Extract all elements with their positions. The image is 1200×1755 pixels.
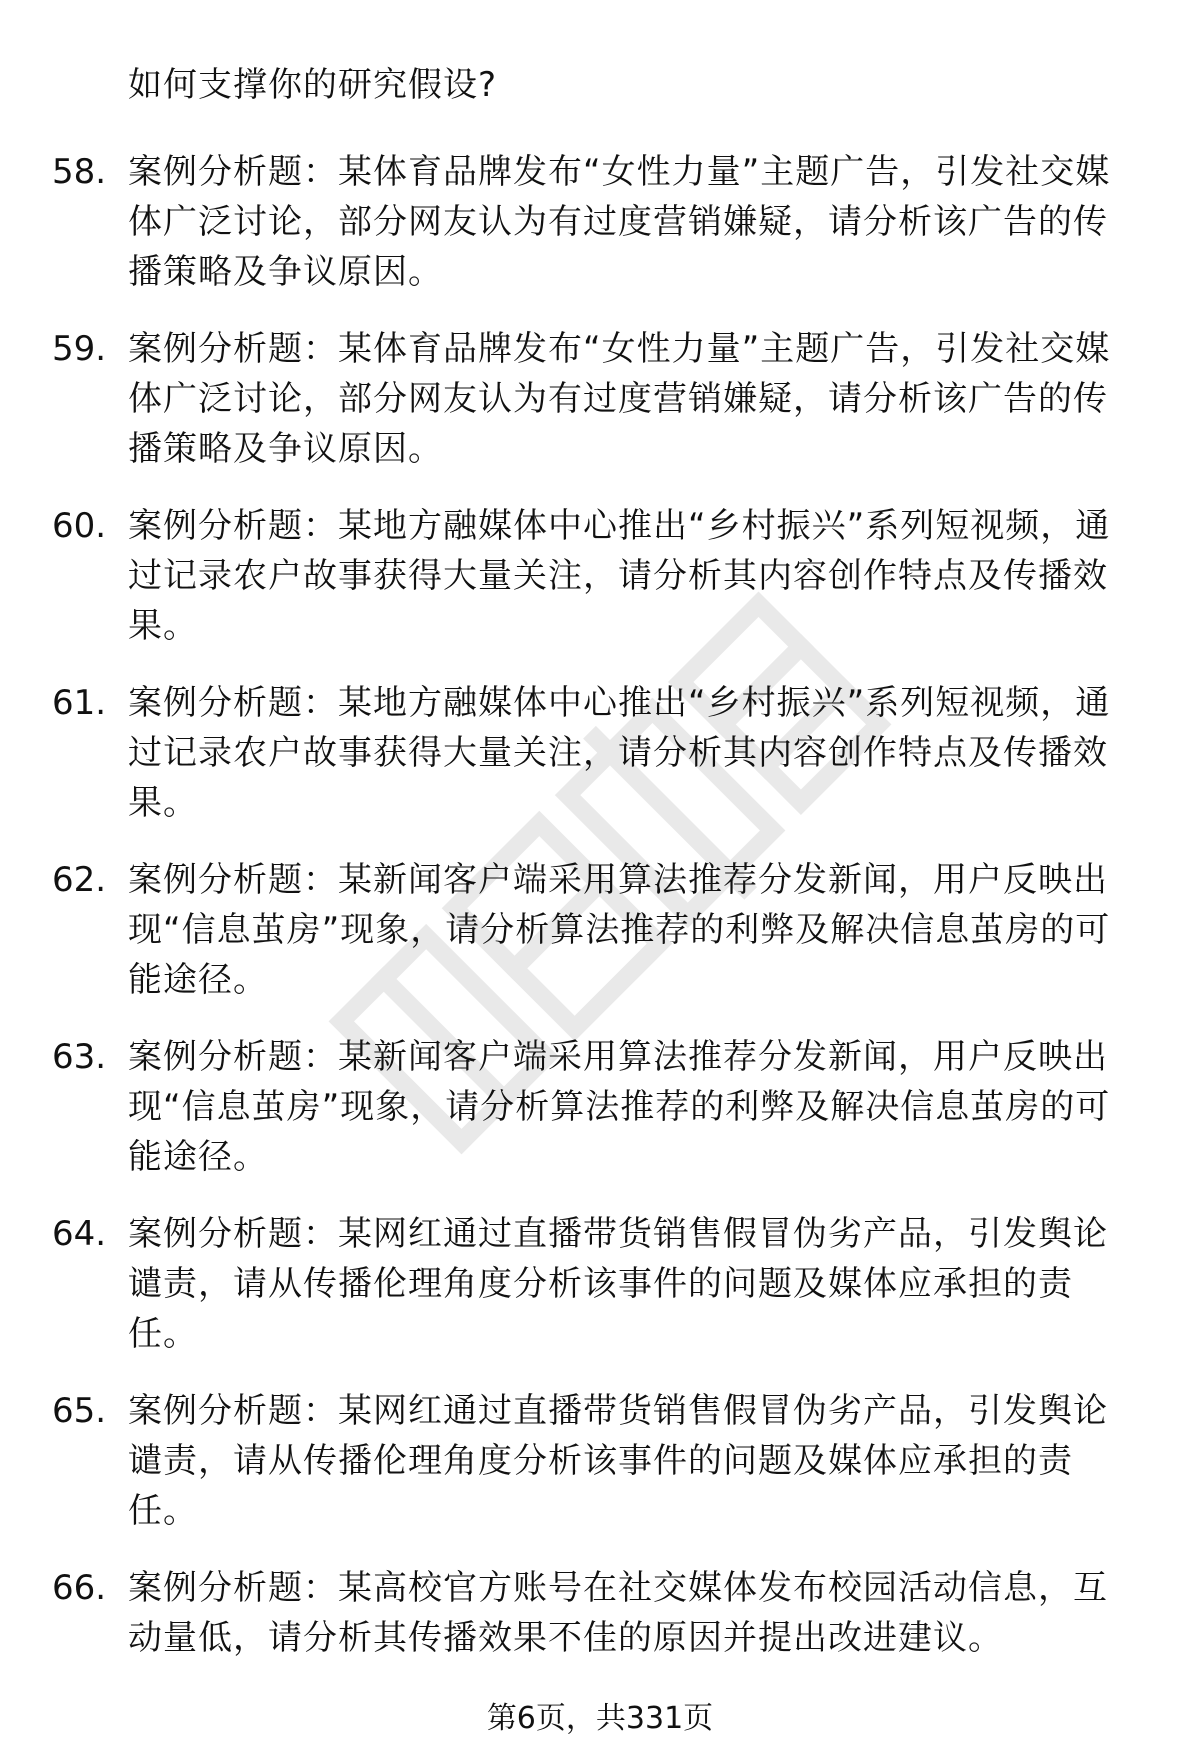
question-text: 案例分析题：某网红通过直播带货销售假冒伪劣产品，引发舆论谴责，请从传播伦理角度分析该事件的问题及媒体应承担的责任。 <box>128 1214 1108 1354</box>
question-number: 59. <box>52 329 107 369</box>
question-item <box>0 678 1200 855</box>
question-number: 66. <box>52 1568 107 1608</box>
question-number: 65. <box>52 1391 107 1431</box>
question-text: 案例分析题：某网红通过直播带货销售假冒伪劣产品，引发舆论谴责，请从传播伦理角度分析该事件的问题及媒体应承担的责任。 <box>128 1391 1108 1531</box>
question-item <box>0 1563 1200 1683</box>
question-item <box>0 1032 1200 1209</box>
question-number: 63. <box>52 1037 107 1077</box>
question-number: 58. <box>52 152 107 192</box>
question-number: 62. <box>52 860 107 900</box>
lead-text: 如何支撑你的研究假设? <box>128 65 498 105</box>
question-text: 案例分析题：某体育品牌发布“女性力量”主题广告，引发社交媒体广泛讨论，部分网友认为有过度营销嫌疑，请分析该广告的传播策略及争议原因。 <box>128 152 1111 292</box>
question-list <box>0 147 1200 1683</box>
question-text: 案例分析题：某地方融媒体中心推出“乡村振兴”系列短视频，通过记录农户故事获得大量关注，请分析其内容创作特点及传播效果。 <box>128 506 1111 646</box>
question-item <box>0 1209 1200 1386</box>
question-text: 案例分析题：某体育品牌发布“女性力量”主题广告，引发社交媒体广泛讨论，部分网友认为有过度营销嫌疑，请分析该广告的传播策略及争议原因。 <box>128 329 1111 469</box>
question-text: 案例分析题：某新闻客户端采用算法推荐分发新闻，用户反映出现“信息茧房”现象，请分析算法推荐的利弊及解决信息茧房的可能途径。 <box>128 1037 1111 1177</box>
question-item <box>0 501 1200 678</box>
question-item <box>0 855 1200 1032</box>
question-text: 案例分析题：某地方融媒体中心推出“乡村振兴”系列短视频，通过记录农户故事获得大量关注，请分析其内容创作特点及传播效果。 <box>128 683 1111 823</box>
question-text: 案例分析题：某新闻客户端采用算法推荐分发新闻，用户反映出现“信息茧房”现象，请分析算法推荐的利弊及解决信息茧房的可能途径。 <box>128 860 1111 1000</box>
question-item <box>0 147 1200 324</box>
page-footer: 第6页，共331页 <box>486 1701 714 1736</box>
question-item <box>0 324 1200 501</box>
question-number: 60. <box>52 506 107 546</box>
question-item <box>0 1386 1200 1563</box>
question-text: 案例分析题：某高校官方账号在社交媒体发布校园活动信息，互动量低，请分析其传播效果不佳的原因并提出改进建议。 <box>128 1568 1108 1658</box>
question-number: 61. <box>52 683 107 723</box>
question-number: 64. <box>52 1214 107 1254</box>
